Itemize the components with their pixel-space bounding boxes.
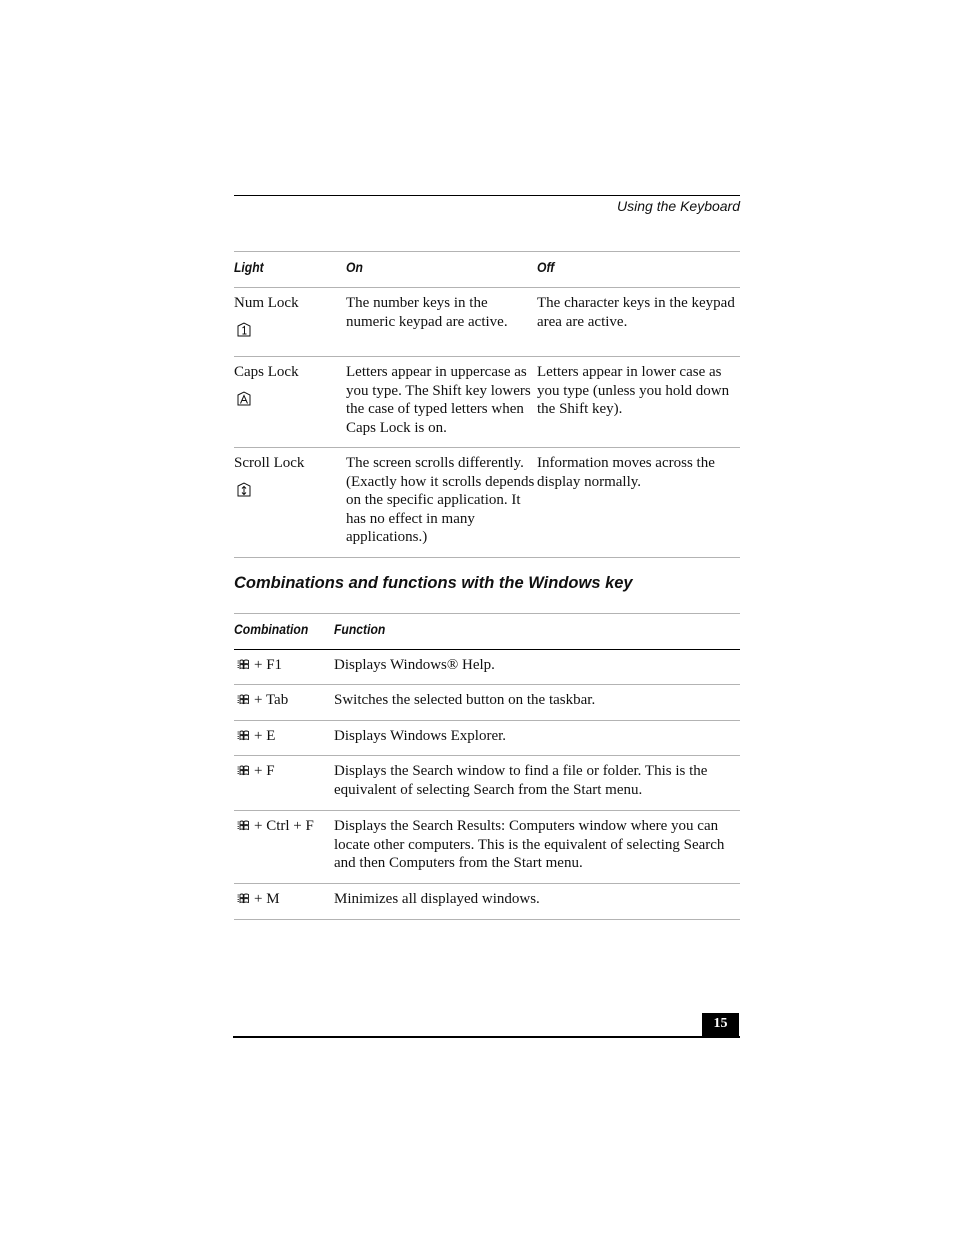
combination-cell [234, 650, 334, 685]
running-title: Using the Keyboard [617, 198, 740, 214]
key-combination: + F1 [254, 657, 283, 673]
table-header-row [234, 614, 740, 650]
light-cell [234, 288, 346, 357]
section-heading: Combinations and functions with the Windows key [234, 574, 633, 592]
table-header-row [234, 252, 740, 288]
windows-key-icon [237, 893, 250, 904]
table-row [234, 448, 740, 558]
windows-key-icon [237, 730, 250, 741]
column-header-light: Light [234, 260, 264, 275]
function-description: Displays Windows Explorer. [334, 728, 507, 744]
key-combination: + M [254, 891, 280, 907]
num-lock-icon [237, 322, 251, 337]
header-rule [234, 195, 740, 196]
light-name: Caps Lock [234, 364, 299, 380]
windows-key-combinations-table [234, 613, 740, 920]
function-description: Displays Windows® Help. [334, 657, 495, 673]
windows-key-icon [237, 765, 250, 776]
key-combination: + Ctrl + F [254, 818, 314, 834]
table-row [234, 288, 740, 357]
column-header-off: Off [537, 260, 555, 275]
key-combination: + F [254, 763, 275, 779]
table-row [234, 756, 740, 811]
function-description: Switches the selected button on the taskbar. [334, 692, 596, 708]
key-combination: + E [254, 728, 276, 744]
windows-key-icon [237, 659, 250, 670]
table-row [234, 721, 740, 756]
off-description: Information moves across the display normally. [537, 455, 715, 490]
table-row [234, 357, 740, 448]
light-cell [234, 357, 346, 448]
table-row [234, 811, 740, 884]
combination-cell [234, 756, 334, 811]
caps-lock-icon [237, 391, 251, 406]
combination-cell [234, 884, 334, 920]
page-number: 15 [702, 1013, 739, 1037]
combination-cell [234, 685, 334, 721]
light-name: Scroll Lock [234, 455, 305, 471]
footer-rule [233, 1036, 740, 1038]
combination-cell [234, 721, 334, 756]
on-description: The screen scrolls differently. (Exactly how it scrolls depends on the specific application. It has no effect in many applications.) [346, 455, 535, 545]
function-description: Displays the Search window to find a file or folder. This is the equivalent of selecting Search from the Start menu. [334, 763, 708, 798]
light-name: Num Lock [234, 295, 299, 311]
indicator-lights-table [234, 251, 740, 558]
on-description: The number keys in the numeric keypad are active. [346, 295, 508, 330]
table-row [234, 650, 740, 685]
column-header-combination: Combination [234, 622, 309, 637]
function-description: Displays the Search Results: Computers window where you can locate other computers. This is the equivalent of selecting Search and then Computers from the Start menu. [334, 818, 725, 871]
off-description: Letters appear in lower case as you type (unless you hold down the Shift key). [537, 364, 730, 417]
function-description: Minimizes all displayed windows. [334, 891, 540, 907]
light-cell [234, 448, 346, 558]
windows-key-icon [237, 694, 250, 705]
column-header-on: On [346, 260, 363, 275]
on-description: Letters appear in uppercase as you type. The Shift key lowers the case of typed letters when Caps Lock is on. [346, 364, 531, 436]
table-row [234, 884, 740, 920]
combination-cell [234, 811, 334, 884]
scroll-lock-icon [237, 482, 251, 497]
table-row [234, 685, 740, 721]
column-header-function: Function [334, 622, 386, 637]
windows-key-icon [237, 820, 250, 831]
key-combination: + Tab [254, 692, 289, 708]
off-description: The character keys in the keypad area are active. [537, 295, 735, 330]
